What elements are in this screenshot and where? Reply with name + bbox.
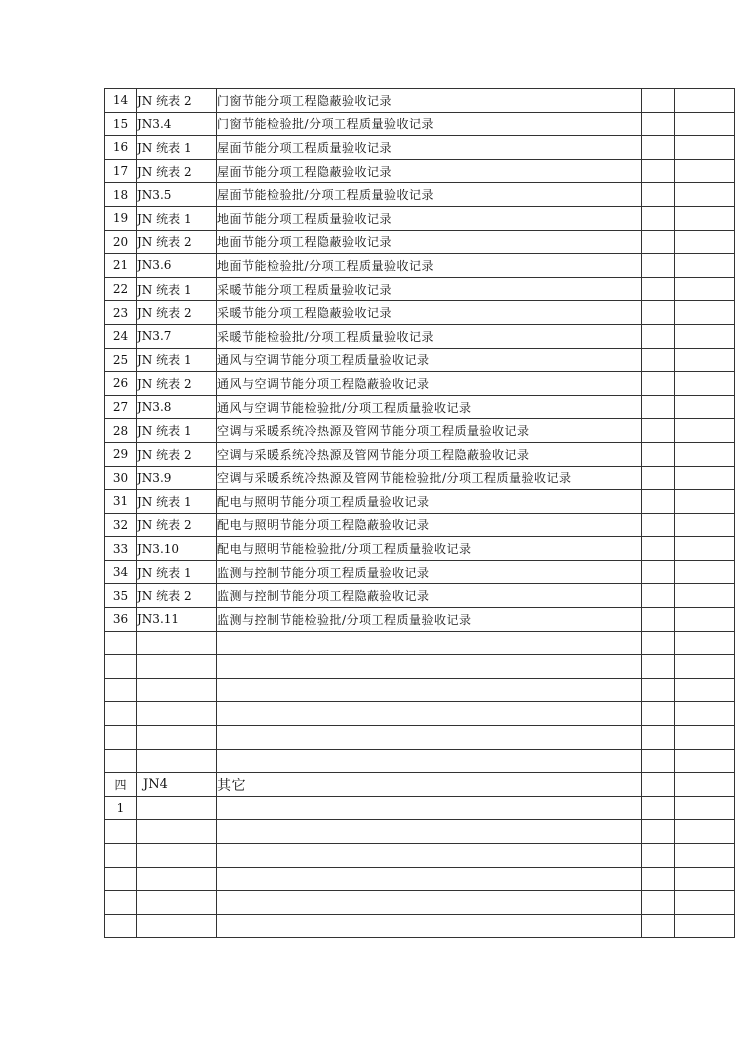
form-code: JN3.8 [137,395,217,419]
blank-cell [675,324,735,348]
table-row [105,867,735,891]
row-number: 14 [105,89,137,113]
form-code: JN 统表 1 [137,419,217,443]
form-code: JN 统表 2 [137,230,217,254]
table-row [105,749,735,773]
record-title [217,796,642,820]
record-title: 屋面节能检验批/分项工程质量验收记录 [217,183,642,207]
table-row [105,490,735,514]
blank-cell [642,608,675,632]
blank-cell [642,159,675,183]
record-title: 监测与控制节能分项工程隐蔽验收记录 [217,584,642,608]
blank-cell [675,914,735,938]
table-row [105,820,735,844]
row-number: 24 [105,324,137,348]
blank-cell [642,324,675,348]
record-title: 空调与采暖系统冷热源及管网节能检验批/分项工程质量验收记录 [217,466,642,490]
blank-cell [675,584,735,608]
record-title: 通风与空调节能检验批/分项工程质量验收记录 [217,395,642,419]
row-number: 1 [105,796,137,820]
blank-cell [675,537,735,561]
blank-cell [675,490,735,514]
record-title [217,631,642,655]
blank-cell [642,230,675,254]
record-title: 地面节能分项工程隐蔽验收记录 [217,230,642,254]
row-number: 31 [105,490,137,514]
form-code: JN3.4 [137,112,217,136]
form-code: JN4 [137,773,217,797]
row-number [105,655,137,679]
blank-cell [642,395,675,419]
blank-cell [642,560,675,584]
row-number [105,867,137,891]
form-code: JN 统表 2 [137,372,217,396]
table-row [105,608,735,632]
blank-cell [675,867,735,891]
form-code [137,702,217,726]
table-row [105,159,735,183]
blank-cell [675,372,735,396]
record-title [217,867,642,891]
section-row [105,773,735,797]
record-title [217,820,642,844]
row-number [105,891,137,915]
record-title [217,844,642,868]
record-title: 采暖节能分项工程质量验收记录 [217,277,642,301]
form-code [137,726,217,750]
blank-cell [642,442,675,466]
row-number: 30 [105,466,137,490]
blank-cell [642,844,675,868]
table-row [105,183,735,207]
blank-cell [642,702,675,726]
form-code [137,867,217,891]
blank-cell [642,112,675,136]
form-code: JN3.11 [137,608,217,632]
blank-cell [675,136,735,160]
table-row [105,301,735,325]
table-row [105,678,735,702]
blank-cell [642,301,675,325]
table-row [105,230,735,254]
row-number: 27 [105,395,137,419]
form-code [137,631,217,655]
record-title: 监测与控制节能分项工程质量验收记录 [217,560,642,584]
row-number [105,749,137,773]
blank-cell [675,230,735,254]
blank-cell [642,584,675,608]
blank-cell [642,820,675,844]
form-code: JN 统表 2 [137,584,217,608]
blank-cell [642,183,675,207]
table-row [105,419,735,443]
blank-cell [642,749,675,773]
record-title: 通风与空调节能分项工程质量验收记录 [217,348,642,372]
blank-cell [642,254,675,278]
table-row [105,277,735,301]
table-row [105,466,735,490]
blank-cell [642,89,675,113]
blank-cell [642,277,675,301]
blank-cell [675,466,735,490]
row-number [105,844,137,868]
row-number: 16 [105,136,137,160]
table-row [105,206,735,230]
form-code [137,749,217,773]
blank-cell [642,537,675,561]
record-title: 其它 [217,773,642,797]
record-title: 门窗节能分项工程隐蔽验收记录 [217,89,642,113]
table-row [105,891,735,915]
table-row [105,395,735,419]
record-title: 地面节能检验批/分项工程质量验收记录 [217,254,642,278]
record-title [217,726,642,750]
blank-cell [642,513,675,537]
row-number: 21 [105,254,137,278]
blank-cell [675,749,735,773]
form-code [137,891,217,915]
blank-cell [642,466,675,490]
blank-cell [642,348,675,372]
row-number [105,820,137,844]
row-number: 25 [105,348,137,372]
records-table [104,88,735,938]
table-row [105,112,735,136]
blank-cell [675,796,735,820]
record-title [217,678,642,702]
form-code: JN 统表 1 [137,206,217,230]
form-code: JN 统表 2 [137,513,217,537]
table-row [105,702,735,726]
blank-cell [642,372,675,396]
record-title: 配电与照明节能检验批/分项工程质量验收记录 [217,537,642,561]
row-number [105,726,137,750]
record-title: 监测与控制节能检验批/分项工程质量验收记录 [217,608,642,632]
blank-cell [675,726,735,750]
record-title: 空调与采暖系统冷热源及管网节能分项工程质量验收记录 [217,419,642,443]
table-row [105,631,735,655]
blank-cell [675,395,735,419]
table-row [105,254,735,278]
blank-cell [675,773,735,797]
row-number [105,678,137,702]
blank-cell [675,820,735,844]
row-number: 23 [105,301,137,325]
blank-cell [675,348,735,372]
blank-cell [675,277,735,301]
blank-cell [675,631,735,655]
record-title [217,702,642,726]
record-title: 配电与照明节能分项工程隐蔽验收记录 [217,513,642,537]
form-code [137,655,217,679]
record-title [217,914,642,938]
form-code: JN 统表 2 [137,301,217,325]
blank-cell [675,419,735,443]
row-number [105,702,137,726]
form-code [137,820,217,844]
form-code [137,914,217,938]
form-code: JN 统表 1 [137,348,217,372]
blank-cell [675,655,735,679]
blank-cell [642,206,675,230]
blank-cell [642,773,675,797]
record-title: 地面节能分项工程质量验收记录 [217,206,642,230]
table-row [105,136,735,160]
form-code [137,678,217,702]
blank-cell [642,490,675,514]
row-number [105,914,137,938]
blank-cell [642,914,675,938]
blank-cell [642,136,675,160]
blank-cell [675,844,735,868]
blank-cell [642,891,675,915]
form-code: JN 统表 2 [137,89,217,113]
table-row [105,796,735,820]
row-number: 18 [105,183,137,207]
blank-cell [642,419,675,443]
record-title: 通风与空调节能分项工程隐蔽验收记录 [217,372,642,396]
records-table-body [105,89,735,938]
form-code: JN3.7 [137,324,217,348]
record-title: 门窗节能检验批/分项工程质量验收记录 [217,112,642,136]
blank-cell [642,678,675,702]
blank-cell [642,631,675,655]
table-row [105,726,735,750]
record-title: 屋面节能分项工程隐蔽验收记录 [217,159,642,183]
blank-cell [642,726,675,750]
row-number: 35 [105,584,137,608]
record-title: 采暖节能分项工程隐蔽验收记录 [217,301,642,325]
table-row [105,655,735,679]
row-number: 19 [105,206,137,230]
row-number: 33 [105,537,137,561]
table-row [105,372,735,396]
table-row [105,442,735,466]
blank-cell [675,183,735,207]
row-number: 15 [105,112,137,136]
blank-cell [675,442,735,466]
blank-cell [675,159,735,183]
form-code: JN3.10 [137,537,217,561]
row-number: 20 [105,230,137,254]
form-code: JN 统表 1 [137,560,217,584]
form-code: JN3.5 [137,183,217,207]
blank-cell [675,254,735,278]
table-row [105,584,735,608]
form-code: JN3.9 [137,466,217,490]
form-code [137,844,217,868]
blank-cell [675,513,735,537]
form-code: JN 统表 1 [137,277,217,301]
table-row [105,348,735,372]
table-row [105,844,735,868]
row-number: 36 [105,608,137,632]
form-code: JN 统表 2 [137,159,217,183]
blank-cell [675,89,735,113]
record-title: 配电与照明节能分项工程质量验收记录 [217,490,642,514]
table-row [105,324,735,348]
record-title [217,891,642,915]
form-code: JN 统表 1 [137,136,217,160]
blank-cell [675,301,735,325]
blank-cell [675,112,735,136]
blank-cell [675,206,735,230]
record-title [217,655,642,679]
blank-cell [642,796,675,820]
table-row [105,560,735,584]
table-row [105,89,735,113]
blank-cell [642,655,675,679]
blank-cell [642,867,675,891]
record-title: 空调与采暖系统冷热源及管网节能分项工程隐蔽验收记录 [217,442,642,466]
form-code: JN 统表 1 [137,490,217,514]
record-title: 采暖节能检验批/分项工程质量验收记录 [217,324,642,348]
row-number: 34 [105,560,137,584]
form-code: JN 统表 2 [137,442,217,466]
row-number [105,631,137,655]
row-number: 22 [105,277,137,301]
blank-cell [675,891,735,915]
table-row [105,914,735,938]
blank-cell [675,560,735,584]
row-number: 26 [105,372,137,396]
row-number: 17 [105,159,137,183]
table-row [105,537,735,561]
row-number: 32 [105,513,137,537]
row-number: 28 [105,419,137,443]
row-number: 四 [105,773,137,797]
table-row [105,513,735,537]
form-code: JN3.6 [137,254,217,278]
blank-cell [675,608,735,632]
record-title: 屋面节能分项工程质量验收记录 [217,136,642,160]
record-title [217,749,642,773]
row-number: 29 [105,442,137,466]
blank-cell [675,702,735,726]
blank-cell [675,678,735,702]
form-code [137,796,217,820]
